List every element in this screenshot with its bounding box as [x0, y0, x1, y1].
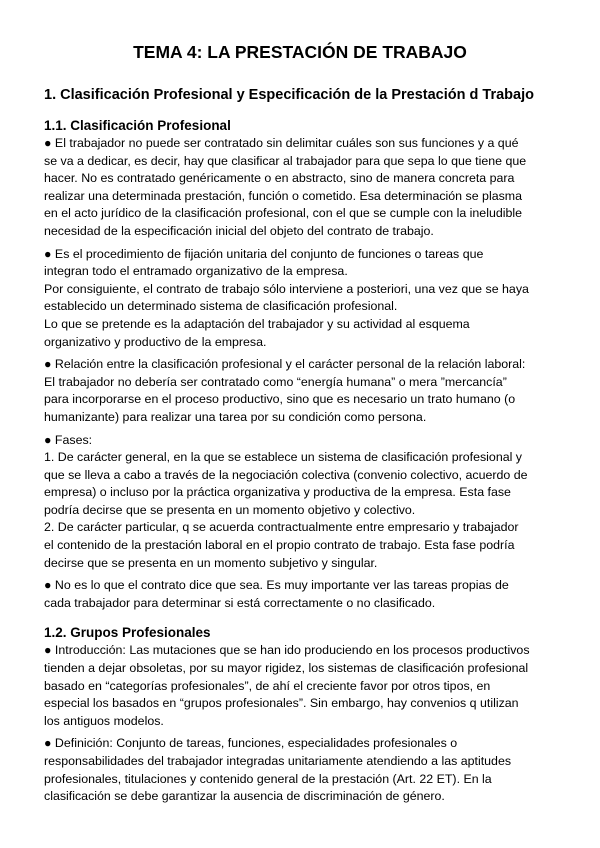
text-line: decirse que se presenta en un momento subjetivo y singular.: [44, 555, 378, 570]
text-line: para incorporarse en el proceso productivo, sino que es necesario un trato humano (o: [44, 392, 516, 407]
text-line: clasificación se debe garantizar la ausencia de discriminación de género.: [44, 789, 445, 804]
text-line: podría decirse que se presenta en un momento objetivo y colectivo.: [44, 502, 416, 517]
subsection-1-1-heading: 1.1. Clasificación Profesional: [44, 118, 231, 133]
text-line: organizativo y productivo de la empresa.: [44, 334, 267, 349]
text-line: establecido un determinado sistema de clasificación profesional.: [44, 299, 398, 314]
text-line: integran todo el entramado organizativo de la empresa.: [44, 264, 348, 279]
text-line: ● No es lo que el contrato dice que sea. Es muy importante ver las tareas propias de: [44, 578, 509, 593]
text-line: 2. De carácter particular, q se acuerda contractualmente entre empresario y trabajador: [44, 520, 519, 535]
text-line: empresa) o incluso por la práctica organizativa y productiva de la empresa. Esta fase: [44, 485, 511, 500]
text-line: ● Relación entre la clasificación profesional y el carácter personal de la relación laboral:: [44, 357, 526, 372]
subsection-1-2-heading: 1.2. Grupos Profesionales: [44, 625, 211, 641]
text-line: que se lleva a cabo a través de la negociación colectiva (convenio colectivo, acuerdo de: [44, 467, 528, 482]
bullet-paragraph: [44, 642, 556, 730]
bullet-paragraph: [44, 432, 556, 573]
document-title: TEMA 4: LA PRESTACIÓN DE TRABAJO: [133, 42, 467, 62]
text-line: en el acto jurídico de la clasificación profesional, con el que se cumple con la ineludible: [44, 206, 523, 221]
bullet-paragraph: [44, 246, 556, 352]
text-line: ● El trabajador no puede ser contratado sin delimitar cuáles son sus funciones y a qué: [44, 136, 519, 150]
text-line: profesionales, titulaciones y contenido general de la prestación (Art. 22 ET). En la: [44, 771, 492, 786]
text-line: El trabajador no debería ser contratado como “energía humana” o mera ”mercancía”: [44, 374, 507, 389]
section-1-heading: 1. Clasificación Profesional y Especificación de la Prestación d Trabajo: [44, 87, 534, 103]
text-line: 1. De carácter general, en la que se establece un sistema de clasificación profesional y: [44, 450, 522, 465]
text-line: necesidad de la especificación inicial del objeto del contrato de trabajo.: [44, 223, 434, 238]
bullet-paragraph: [44, 135, 556, 241]
text-line: ● Fases:: [44, 432, 93, 447]
text-line: especial los basados en “grupos profesionales”. Sin embargo, hay convenios q utilizan: [44, 696, 519, 711]
subsection-1-2-body: [44, 642, 556, 805]
text-line: tienden a dejar obsoletas, por su mayor rigidez, los sistemas de clasificación profesional: [44, 661, 529, 676]
text-line: ● Introducción: Las mutaciones que se han ido produciendo en los procesos productivos: [44, 643, 530, 658]
subsection-1-1-body: [44, 135, 556, 612]
text-line: cada trabajador para determinar si está correctamente o no clasificado.: [44, 595, 436, 610]
text-line: Por consiguiente, el contrato de trabajo sólo interviene a posteriori, una vez que se haya: [44, 281, 529, 296]
text-line: el contenido de la prestación laboral en el propio contrato de trabajo. Esta fase podría: [44, 538, 515, 553]
text-line: Lo que se pretende es la adaptación del trabajador y su actividad al esquema: [44, 316, 470, 331]
text-line: ● Definición: Conjunto de tareas, funciones, especialidades profesionales o: [44, 736, 458, 751]
bullet-paragraph: [44, 577, 556, 612]
text-line: basado en “categorías profesionales”, de ahí el creciente favor por otros tipos, en: [44, 678, 491, 693]
text-line: se va a dedicar, es decir, hay que clasificar al trabajador para que sepa lo que tiene que: [44, 153, 527, 168]
text-line: realizar una determinada prestación, función o cometido. Esa determinación se plasma: [44, 188, 522, 203]
text-line: hacer. No es contratado genéricamente o en abstracto, sino de manera concreta para: [44, 171, 515, 186]
text-line: los antiguos modelos.: [44, 713, 164, 728]
text-line: ● Es el procedimiento de fijación unitaria del conjunto de funciones o tareas que: [44, 246, 484, 261]
text-line: humanizante) para realizar una tarea por su condición como persona.: [44, 409, 427, 424]
bullet-paragraph: [44, 356, 556, 426]
text-line: responsabilidades del trabajador integradas unitariamente atendiendo a las aptitudes: [44, 754, 512, 768]
bullet-paragraph: [44, 735, 556, 805]
